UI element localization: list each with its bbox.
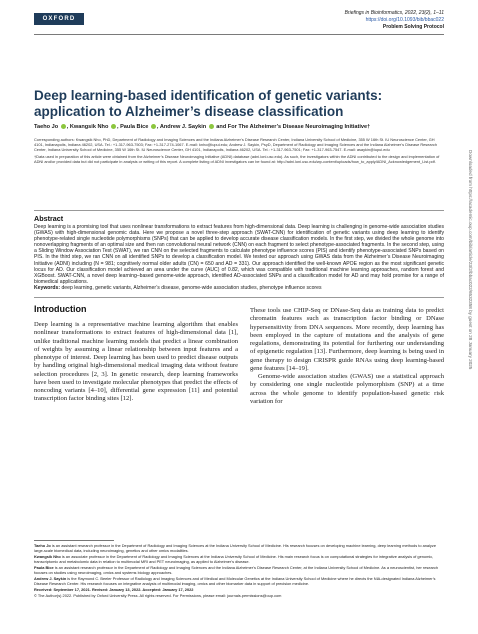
data-statement: †Data used in preparation of this article were obtained from the Alzheimer’s Disease Neuroimaging Initiative (ADNI) database (adni.loni.usc.edu). As such, the investigators within the ADNI contributed to the design and implementation of ADNI and/or provided data but did not participate in analysis or writing of this report. A complete listing of ADNI investigators can be found at: http://adni.loni.usc.edu/wp-content/uploads/how_to_apply/ADNI_Acknowledgement_List.pdf. (34, 153, 440, 164)
author-bio: Taeho Jo is an assistant research professor in the Department of Radiology and Imaging Sciences at the Indiana University School of Medicine. His research focuses on developing machine learning, deep learning methods to analyze large-scale biomedical data, including neuroimaging, genetics and other omics modalities. (34, 543, 436, 553)
abstract-heading: Abstract (34, 214, 64, 223)
author-name: Taeho Jo (34, 124, 59, 130)
doi-link[interactable]: https://doi.org/10.1093/bib/bbac022 (365, 17, 444, 23)
intro-paragraph: These tools use CHIP-Seq or DNase-Seq data as training data to predict chromatin features such as transcription factor binding or DNase hypersensitivity from DNA sequences. More recently, deep learning has been employed in the capture of mutations and the analysis of gene regulations, demonstrating its potential for furthering our understanding of epigenetic regulation [13]. Furthermore, deep learning is being used in gene therapy to design CRISPR guide RNAs using deep learning-based gene features [14–19]. (250, 307, 444, 372)
article-title: Deep learning-based identification of genetic variants: application to Alzheimer’s disease classification (34, 88, 383, 119)
orcid-icon[interactable] (209, 124, 214, 129)
download-watermark (466, 150, 474, 550)
header-divider (34, 34, 444, 35)
author-name: Kwangsik Nho (69, 124, 109, 130)
keywords-label: Keywords: (34, 285, 61, 291)
author-name: Paula Bice (120, 124, 149, 130)
intro-column-right (250, 307, 444, 406)
intro-column-left (34, 321, 238, 404)
intro-paragraph: Genome-wide association studies (GWAS) use a statistical approach by considering one single nucleotide polymorphism (SNP) at a time across the whole genome to identify population-based genetic risk variation for (250, 373, 444, 405)
publisher-logo: OXFORD (34, 13, 84, 25)
journal-meta (345, 10, 444, 31)
author-bio: Paula Bice is an assistant research professor in the Department of Radiology and Imaging Sciences and the Indiana Alzheimer’s Disease Research Center, at the Indiana University School of Medicine. As a neuroscientist, her research focuses on studies using neuroimaging, omics and systems biology approaches. (34, 565, 439, 575)
orcid-icon[interactable] (111, 124, 116, 129)
keywords-divider (34, 297, 444, 298)
journal-citation: Briefings in Bioinformatics, 2022, 23(2), 1–11 (344, 10, 444, 16)
footnote-divider (34, 540, 114, 541)
author-bio: Andrew J. Saykin is the Raymond C. Beeler Professor of Radiology and Imaging Sciences and of Medical and Molecular Genetics at the Indiana University School of Medicine where he directs the NIA-designated Indiana Alzheimer’s Disease Research Center. His research focuses on integrative analysis of multimodal imaging, omics and other biomarker data in support of precision medicine. (34, 576, 436, 586)
author-name: and For The Alzheimer’s Disease Neuroimaging Initiative† (216, 124, 371, 130)
article-type: Problem Solving Protocol (382, 24, 444, 30)
keywords-text: deep learning, genetic variants, Alzheimer’s disease, genome-wide association studies, phenotype influence scores (61, 285, 322, 291)
affiliations (34, 137, 444, 165)
orcid-icon[interactable] (61, 124, 66, 129)
intro-heading: Introduction (34, 304, 87, 314)
author-name: Andrew J. Saykin (159, 124, 207, 130)
abstract-text: Deep learning is a promising tool that uses nonlinear transformations to extract features from high-dimensional data. Deep learning is challenging in genome-wide association studies (GWAS) with high-dimensional genomic data. Here we propose a novel three-step approach (SWAT-CNN) for identification of genetic variants using deep learning to identify phenotype-related single nucleotide polymorphisms (SNPs) that can be applied to develop accurate disease classification models. In the first step, we divided the whole genome into nonoverlapping fragments of an optimal size and then ran convolutional neural network (CNN) on each fragment to select phenotype-associated fragments. In the second step, using a Sliding Window Association Test (SWAT), we ran CNN on the selected fragments to calculate phenotype influence scores (PIS) and identify phenotype-associated SNPs based on PIS. In the third step, we ran CNN on all identified SNPs to develop a classification model. We tested our approach using GWAS data from the Alzheimer’s Disease Neuroimaging Initiative (ADNI) including (N = 981; cognitively normal older adults (CN) = 650 and AD = 331). Our approach identified the well-known APOE region as the most significant genetic locus for AD. Our classification model achieved an area under the curve (AUC) of 0.82, which was compatible with traditional machine learning approaches, random forest and XGBoost. SWAT-CNN, a novel deep learning–based genome-wide approach, identified AD-associated SNPs and a classification model for AD and may hold promise for a range of biomedical applications. (34, 224, 444, 285)
copyright-notice: © The Author(s) 2022. Published by Oxford University Press. All rights reserved. For Permissions, please email: journals.permissions@oup.com (34, 593, 282, 598)
download-note: Downloaded from https://academic.oup.com/bib/article/23/2/bbac022/6532358 by guest on 28 January 2025 (468, 150, 473, 370)
author-bio: Kwangsik Nho is an associate professor in the Department of Radiology and Imaging Sciences at the Indiana University School of Medicine. His main research focus is on computational strategies for integrative analysis of genomic, transcriptomic and metabolomic data in relation to multimodal MRI and PET neuroimaging, as applied to Alzheimer’s disease. (34, 554, 434, 564)
publication-dates: Received: September 17, 2021. Revised: January 13, 2022. Accepted: January 17, 2022 (34, 587, 194, 592)
abstract-divider (34, 210, 444, 211)
keywords (34, 285, 444, 291)
orcid-icon[interactable] (151, 124, 156, 129)
author-list: Taeho Jo , Kwangsik Nho , Paula Bice , Andrew J. Saykin and For The Alzheimer’s Disease Neuroimaging Initiative† (34, 124, 371, 130)
corresponding-authors: Corresponding authors: Kwangsik Nho, PhD, Department of Radiology and Imaging Sciences and the Indiana Alzheimer’s Disease Research Center, Indiana University School of Medicine, 355 W 16th St. IU Neuroscience Center, GH 4101, Indianapolis, Indiana 46202, USA. Tel.: +1-317-963-7503; Fax: +1-317-274-1067. E-mail: knho@iupui.edu; Andrew J. Saykin, PsyD, Department of Radiology and Imaging Sciences and the Indiana Alzheimer’s Disease Research Center, Indiana University School of Medicine, 355 W 16th St. IU Neuroscience Center, GH 4101, Indianapolis, Indiana 46202, USA. Tel.: +1-317-963-7501; Fax: +1-317-963-7547. E-mail: asaykin@iupui.edu (34, 137, 437, 153)
intro-paragraph: Deep learning is a representative machine learning algorithm that enables nonlinear transformations to extract features of high-dimensional data [1], unlike traditional machine learning models that predict a linear combination of weights by assuming a linear relationship between input features and a phenotype of interest. Deep learning has been used to predict disease outputs by handling original high-dimensional medical imaging data without feature selection procedures [2, 3]. In genetic research, deep learning frameworks have been used to investigate molecular phenotypes that predict the effects of noncoding variants [4–10], differential gene expression [11] and potential transcription factor binding sites [12]. (34, 321, 238, 403)
author-bios (34, 543, 444, 599)
